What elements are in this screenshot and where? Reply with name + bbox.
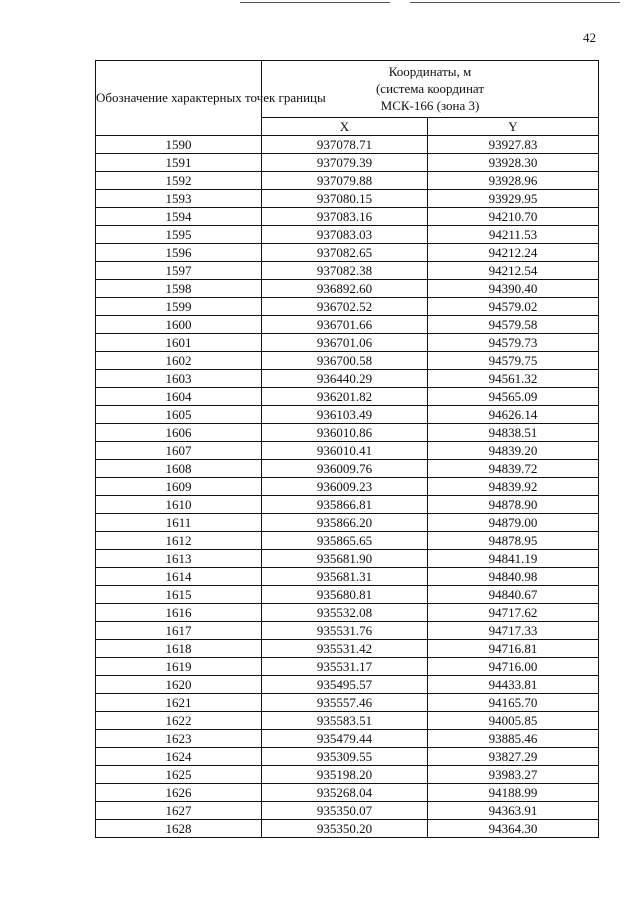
header-coordinates [262,61,599,118]
table-row [96,208,599,226]
cell-point-id: 1595 [96,226,262,244]
cell-y: 94717.62 [428,604,599,622]
table-row [96,460,599,478]
cell-x: 936701.66 [262,316,428,334]
cell-x: 935495.57 [262,676,428,694]
cell-y: 94716.81 [428,640,599,658]
cell-point-id: 1626 [96,784,262,802]
cell-x: 935680.81 [262,586,428,604]
cell-point-id: 1590 [96,136,262,154]
header-y: Y [428,117,599,135]
cell-x: 936010.86 [262,424,428,442]
cell-x: 936009.23 [262,478,428,496]
cell-x: 935681.31 [262,568,428,586]
table-row [96,514,599,532]
cell-x: 936009.76 [262,460,428,478]
table-row [96,316,599,334]
cell-y: 94716.00 [428,658,599,676]
cell-point-id: 1615 [96,586,262,604]
table-row [96,820,599,838]
cell-x: 937079.39 [262,154,428,172]
table-row [96,712,599,730]
table-row [96,622,599,640]
table-row [96,352,599,370]
header-coordinates-line3: МСК-166 (зона 3) [380,98,480,114]
cell-x: 935531.76 [262,622,428,640]
cell-point-id: 1622 [96,712,262,730]
cell-y: 94839.92 [428,478,599,496]
table-row [96,496,599,514]
cell-y: 94210.70 [428,208,599,226]
cell-x: 935531.42 [262,640,428,658]
cell-x: 937082.65 [262,244,428,262]
table-row [96,280,599,298]
cell-x: 936702.52 [262,298,428,316]
cell-x: 937080.15 [262,190,428,208]
cell-y: 94390.40 [428,280,599,298]
table-row [96,226,599,244]
cell-x: 935865.65 [262,532,428,550]
table-row [96,370,599,388]
cell-y: 94212.24 [428,244,599,262]
table-row [96,658,599,676]
cell-point-id: 1598 [96,280,262,298]
cell-point-id: 1604 [96,388,262,406]
table-row [96,334,599,352]
cell-x: 935350.20 [262,820,428,838]
cell-y: 94717.33 [428,622,599,640]
cell-y: 94211.53 [428,226,599,244]
table-row [96,244,599,262]
cell-y: 94840.67 [428,586,599,604]
cell-point-id: 1628 [96,820,262,838]
cell-y: 94005.85 [428,712,599,730]
table-row [96,550,599,568]
cell-point-id: 1607 [96,442,262,460]
cell-point-id: 1624 [96,748,262,766]
cell-x: 937079.88 [262,172,428,190]
table-row [96,784,599,802]
table-body [96,136,599,838]
cell-point-id: 1605 [96,406,262,424]
cell-point-id: 1608 [96,460,262,478]
table-row [96,406,599,424]
table-row [96,190,599,208]
cell-point-id: 1625 [96,766,262,784]
cell-point-id: 1606 [96,424,262,442]
table-row [96,676,599,694]
cell-point-id: 1610 [96,496,262,514]
cell-x: 935531.17 [262,658,428,676]
cell-y: 94433.81 [428,676,599,694]
cell-y: 94363.91 [428,802,599,820]
cell-x: 935268.04 [262,784,428,802]
table-row [96,136,599,154]
cell-y: 94839.72 [428,460,599,478]
cell-y: 94841.19 [428,550,599,568]
table-row [96,748,599,766]
cell-y: 93827.29 [428,748,599,766]
cell-x: 937082.38 [262,262,428,280]
cell-x: 935866.81 [262,496,428,514]
table-row [96,478,599,496]
coordinates-table [95,60,599,838]
cell-point-id: 1599 [96,298,262,316]
table-row [96,172,599,190]
table-row [96,298,599,316]
cell-y: 94165.70 [428,694,599,712]
cell-y: 94561.32 [428,370,599,388]
cell-x: 936201.82 [262,388,428,406]
cell-x: 936440.29 [262,370,428,388]
top-scan-rule-left [240,2,390,3]
cell-point-id: 1602 [96,352,262,370]
cell-x: 937083.16 [262,208,428,226]
cell-y: 94838.51 [428,424,599,442]
page-number: 42 [583,30,596,45]
table-row [96,640,599,658]
cell-x: 935866.20 [262,514,428,532]
cell-point-id: 1627 [96,802,262,820]
cell-x: 935198.20 [262,766,428,784]
header-x: X [262,117,428,135]
cell-y: 94188.99 [428,784,599,802]
header-coordinates-line1: Координаты, м [388,64,472,80]
table-row [96,766,599,784]
cell-point-id: 1616 [96,604,262,622]
cell-y: 93928.96 [428,172,599,190]
top-scan-rule-right [410,2,620,3]
cell-x: 935350.07 [262,802,428,820]
cell-point-id: 1601 [96,334,262,352]
table-row [96,802,599,820]
table-header [96,61,599,136]
cell-y: 94879.00 [428,514,599,532]
cell-point-id: 1612 [96,532,262,550]
cell-point-id: 1623 [96,730,262,748]
cell-point-id: 1611 [96,514,262,532]
cell-x: 935532.08 [262,604,428,622]
table-row [96,586,599,604]
cell-y: 93929.95 [428,190,599,208]
cell-x: 937083.03 [262,226,428,244]
table-row [96,388,599,406]
cell-point-id: 1618 [96,640,262,658]
cell-y: 94579.58 [428,316,599,334]
cell-x: 936010.41 [262,442,428,460]
header-point-designation: Обозначение характерных точек границы [96,61,262,136]
cell-y: 93983.27 [428,766,599,784]
cell-point-id: 1621 [96,694,262,712]
table-row [96,730,599,748]
table-row [96,568,599,586]
cell-point-id: 1619 [96,658,262,676]
cell-x: 936700.58 [262,352,428,370]
cell-y: 94878.95 [428,532,599,550]
cell-y: 94878.90 [428,496,599,514]
cell-point-id: 1592 [96,172,262,190]
cell-x: 936701.06 [262,334,428,352]
cell-x: 935681.90 [262,550,428,568]
cell-point-id: 1614 [96,568,262,586]
cell-y: 93927.83 [428,136,599,154]
cell-x: 935583.51 [262,712,428,730]
table-row [96,442,599,460]
cell-y: 94626.14 [428,406,599,424]
cell-y: 93928.30 [428,154,599,172]
cell-point-id: 1600 [96,316,262,334]
cell-x: 935557.46 [262,694,428,712]
cell-y: 94579.02 [428,298,599,316]
cell-point-id: 1591 [96,154,262,172]
table-row [96,604,599,622]
table-row [96,694,599,712]
cell-y: 94212.54 [428,262,599,280]
cell-point-id: 1620 [96,676,262,694]
cell-x: 935479.44 [262,730,428,748]
cell-y: 94579.73 [428,334,599,352]
cell-y: 93885.46 [428,730,599,748]
cell-y: 94579.75 [428,352,599,370]
cell-y: 94840.98 [428,568,599,586]
cell-x: 937078.71 [262,136,428,154]
cell-point-id: 1594 [96,208,262,226]
cell-point-id: 1603 [96,370,262,388]
header-coordinates-line2: (система координат [375,81,485,97]
cell-y: 94565.09 [428,388,599,406]
table-row [96,262,599,280]
table-row [96,424,599,442]
cell-point-id: 1613 [96,550,262,568]
table-row [96,154,599,172]
cell-point-id: 1609 [96,478,262,496]
cell-x: 936103.49 [262,406,428,424]
cell-y: 94364.30 [428,820,599,838]
cell-point-id: 1593 [96,190,262,208]
cell-x: 935309.55 [262,748,428,766]
table-row [96,532,599,550]
cell-point-id: 1617 [96,622,262,640]
cell-point-id: 1596 [96,244,262,262]
cell-y: 94839.20 [428,442,599,460]
cell-x: 936892.60 [262,280,428,298]
cell-point-id: 1597 [96,262,262,280]
